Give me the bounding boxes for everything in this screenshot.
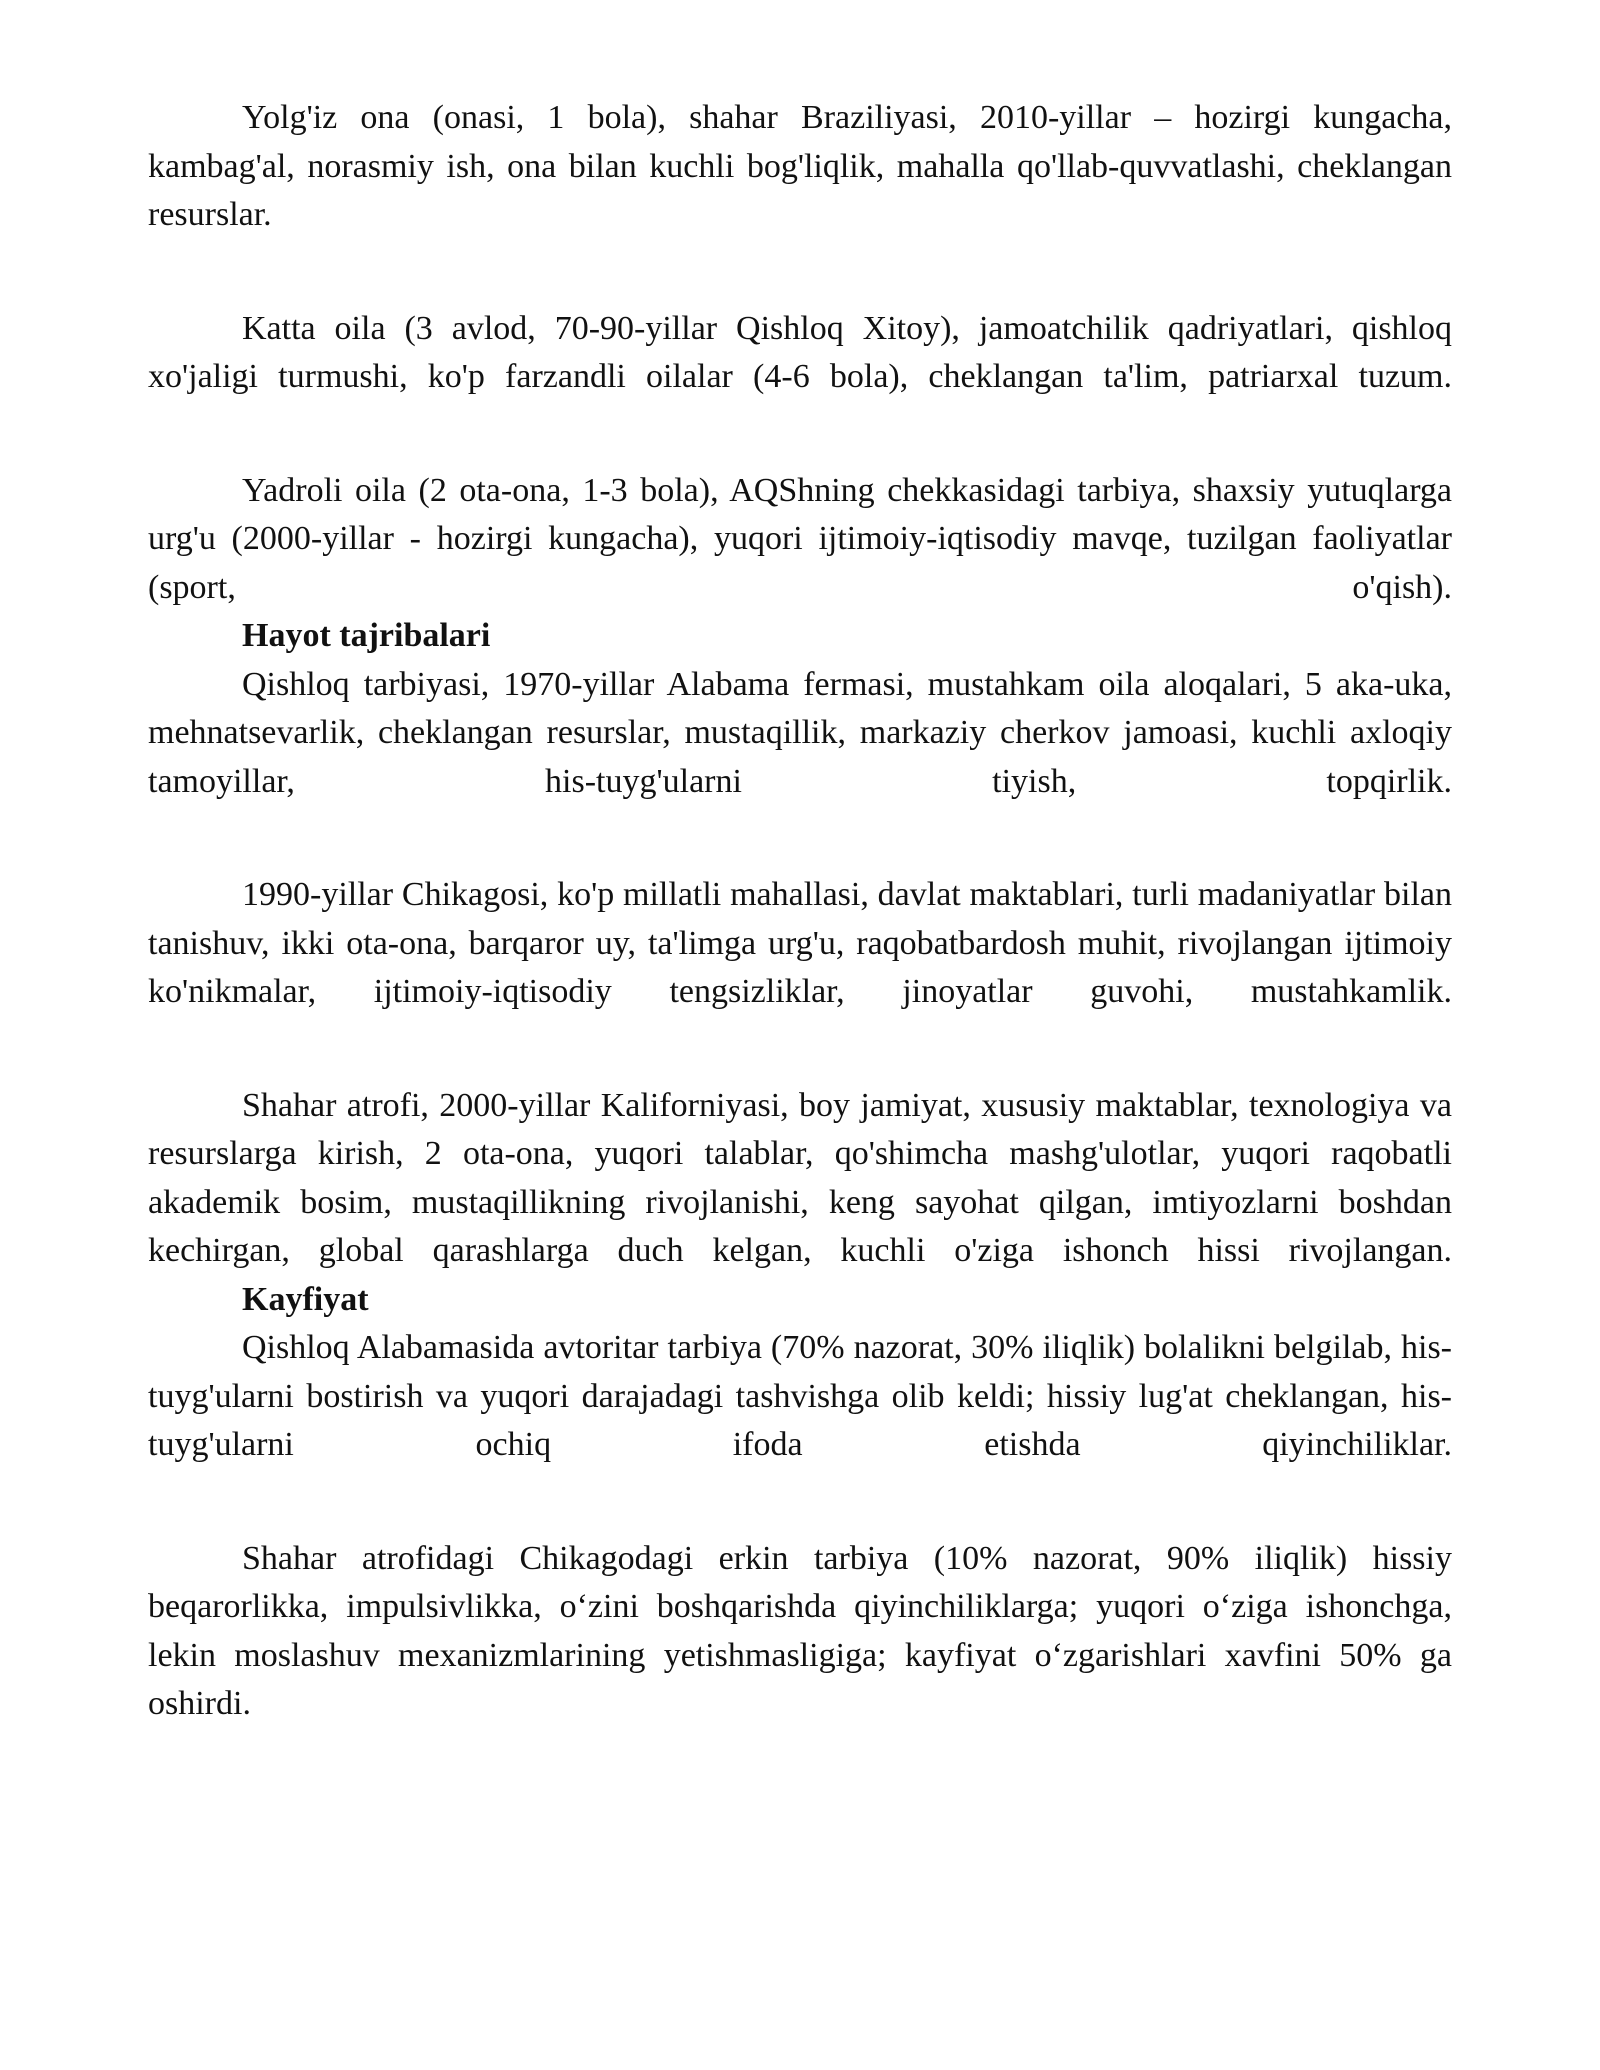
paragraph-authoritarian-parenting: Qishloq Alabamasida avtoritar tarbiya (70% nazorat, 30% iliqlik) bolalikni belgilab, his-tuyg'ularni bostirish va yuqori darajadagi tashvishga olib keldi; hissiy lug'at cheklangan, his-tuyg'ularni ochiq ifoda etishda qiyinchiliklar. [148, 1329, 1452, 1463]
document-page [148, 94, 1452, 1729]
paragraph-nuclear-family: Yadroli oila (2 ota-ona, 1-3 bola), AQShning chekkasidagi tarbiya, shaxsiy yutuqlarga urg'u (2000-yillar - hozirgi kungacha), yuqori ijtimoiy-iqtisodiy mavqe, tuzilgan faoliyatlar (sport, o'qish). [148, 471, 1452, 606]
paragraph-chicago-1990s: 1990-yillar Chikagosi, ko'p millatli mahallasi, davlat maktablari, turli madaniyatlar bilan tanishuv, ikki ota-ona, barqaror uy, ta'limga urg'u, raqobatbardosh muhit, rivojlangan ijtimoiy ko'nikmalar, ijtimoiy-iqtisodiy tengsizliklar, jinoyatlar guvohi, mustahkamlik. [148, 876, 1452, 1010]
paragraph-extended-family: Katta oila (3 avlod, 70-90-yillar Qishloq Xitoy), jamoatchilik qadriyatlari, qishloq xo'jaligi turmushi, ko'p farzandli oilalar (4-6 bola), cheklangan ta'lim, patriarxal tuzum. [148, 309, 1452, 395]
heading-mood: Kayfiyat [242, 1280, 369, 1318]
heading-life-experiences: Hayot tajribalari [242, 617, 491, 654]
paragraph-permissive-parenting: Shahar atrofidagi Chikagodagi erkin tarbiya (10% nazorat, 90% iliqlik) hissiy beqarorlikka, impulsivlikka, o‘zini boshqarishda qiyinchiliklarga; yuqori o‘ziga ishonchga, lekin moslashuv mexanizmlarining yetishmasligiga; kayfiyat o‘zgarishlari xavfini 50% ga oshirdi. [148, 1539, 1452, 1722]
paragraph-rural-alabama: Qishloq tarbiyasi, 1970-yillar Alabama fermasi, mustahkam oila aloqalari, 5 aka-uka, mehnatsevarlik, cheklangan resurslar, mustaqillik, markaziy cherkov jamoasi, kuchli axloqiy tamoyillar, his-tuyg'ularni tiyish, topqirlik. [148, 665, 1452, 800]
paragraph-california-2000s: Shahar atrofi, 2000-yillar Kaliforniyasi, boy jamiyat, xususiy maktablar, texnologiya va resurslarga kirish, 2 ota-ona, yuqori talablar, qo'shimcha mashg'ulotlar, yuqori raqobatli akademik bosim, mustaqillikning rivojlanishi, keng sayohat qilgan, imtiyozlarni boshdan kechirgan, global qarashlarga duch kelgan, kuchli o'ziga ishonch hissi rivojlangan. [148, 1086, 1452, 1269]
paragraph-single-mother: Yolg'iz ona (onasi, 1 bola), shahar Braziliyasi, 2010-yillar – hozirgi kungacha, kambag'al, norasmiy ish, ona bilan kuchli bog'liqlik, mahalla qo'llab-quvvatlashi, cheklangan resurslar. [148, 99, 1452, 233]
